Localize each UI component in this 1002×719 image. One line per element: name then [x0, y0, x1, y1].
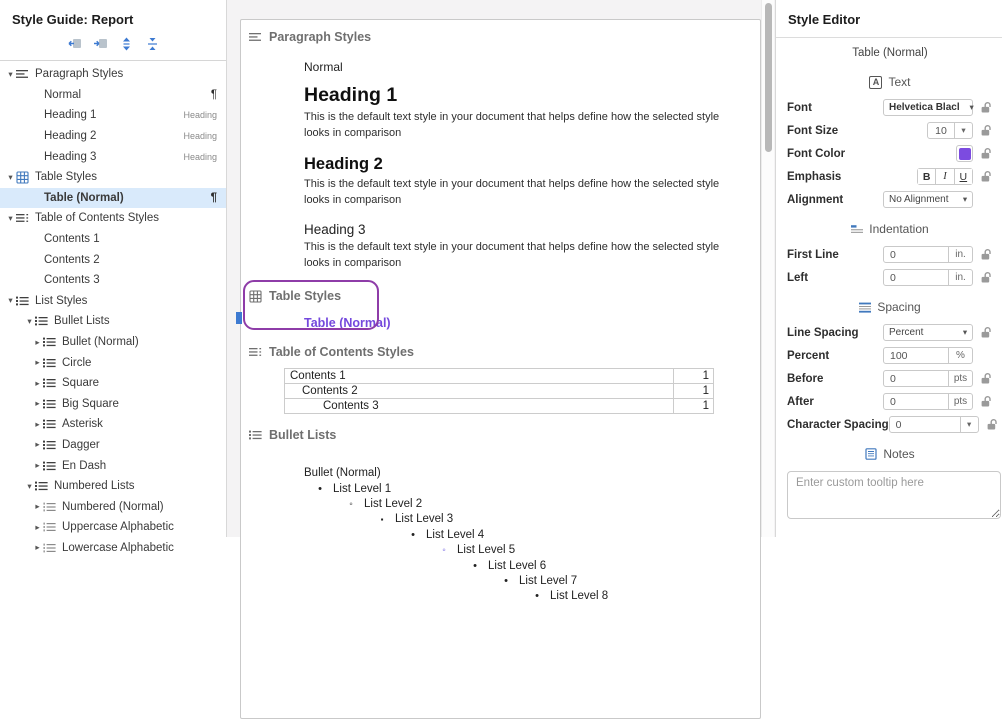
tree-item[interactable]: Contents 1 — [44, 233, 100, 246]
alignment-row — [787, 191, 993, 208]
first-line-unit: in. — [948, 247, 972, 262]
line-spacing-dropdown[interactable] — [883, 324, 973, 341]
expand-vertical-icon — [121, 37, 132, 51]
heading2-description: This is the default text style in your document that helps define how the selected style looks in comparison — [304, 178, 720, 206]
tree-item[interactable]: ▸ Uppercase Alphabetic — [0, 517, 226, 538]
list-level-row — [241, 481, 760, 496]
chevron-down-icon: ▾ — [962, 194, 968, 204]
indent-decrease-icon — [67, 37, 82, 50]
style-editor-body — [776, 47, 1002, 519]
tree-item[interactable]: Table (Normal) ¶ — [0, 188, 226, 209]
before-label: Before — [787, 372, 824, 385]
toc-page-number: 1 — [674, 399, 714, 414]
style-preview-card — [240, 19, 761, 719]
collapse-vertical-button[interactable] — [144, 36, 161, 51]
preview-paragraph-styles-header — [249, 30, 760, 44]
after-row — [787, 393, 993, 410]
line-spacing-row — [787, 324, 993, 341]
paragraph-lines-icon — [249, 31, 262, 43]
numlist-icon — [43, 542, 58, 554]
list-icon — [43, 377, 58, 389]
tree-item[interactable]: ▾ Paragraph Styles — [0, 64, 226, 85]
heading1-description: This is the default text style in your document that helps define how the selected style looks in comparison — [304, 111, 720, 139]
preview-toc-styles-label: Table of Contents Styles — [269, 345, 414, 359]
indentation-icon — [851, 224, 863, 235]
list-icon — [35, 315, 50, 327]
text-section-icon: A — [869, 76, 882, 89]
edited-style-name: Table (Normal) — [852, 47, 928, 59]
list-level-row — [241, 512, 760, 527]
emphasis-label: Emphasis — [787, 170, 842, 183]
list-level-row — [241, 558, 760, 573]
list-level-label: List Level 6 — [488, 559, 547, 572]
font-size-select[interactable] — [927, 122, 973, 139]
tree-item[interactable]: ▸ Numbered (Normal) — [0, 496, 226, 517]
style-editor-panel — [775, 0, 1002, 537]
left-indent-label: Left — [787, 271, 809, 284]
left-indent-input[interactable] — [883, 269, 973, 286]
list-level-row — [241, 573, 760, 588]
toc-row — [285, 369, 714, 384]
character-spacing-select[interactable] — [889, 416, 979, 433]
heading3-style-sample: Heading 3 — [304, 222, 366, 237]
alignment-dropdown[interactable] — [883, 191, 973, 208]
tree-item[interactable]: Normal ¶ — [44, 88, 217, 101]
caret-icon[interactable]: ▸ — [35, 418, 40, 429]
caret-icon[interactable]: ▸ — [35, 336, 40, 347]
caret-icon[interactable]: ▸ — [35, 542, 40, 553]
before-input[interactable] — [883, 370, 973, 387]
first-line-label: First Line — [787, 248, 839, 261]
before-unit: pts — [948, 371, 972, 386]
list-icon — [35, 480, 50, 492]
caret-icon[interactable]: ▾ — [8, 295, 13, 306]
lock-icon[interactable] — [980, 248, 993, 261]
font-row — [787, 99, 993, 116]
tree-item[interactable]: Contents 3 — [44, 274, 100, 287]
toc-entry-label: Contents 3 — [285, 399, 674, 414]
preview-table-styles-label: Table Styles — [269, 289, 342, 303]
percent-label: Percent — [787, 349, 830, 362]
list-level-label: List Level 4 — [426, 528, 485, 541]
underline-button[interactable]: U — [955, 169, 972, 184]
toc-rows — [285, 369, 714, 414]
caret-icon[interactable]: ▾ — [8, 171, 13, 182]
document-preview-pane — [227, 0, 775, 603]
character-spacing-label: Character Spacing — [787, 418, 889, 431]
tree-item[interactable]: Contents 2 — [44, 253, 100, 266]
font-color-label: Font Color — [787, 147, 846, 160]
list-icon — [16, 295, 31, 307]
caret-icon[interactable]: ▸ — [35, 398, 40, 409]
caret-icon[interactable]: ▸ — [35, 439, 40, 450]
tree-item[interactable]: Heading 2 Heading — [44, 130, 217, 143]
emphasis-row — [787, 168, 993, 185]
after-label: After — [787, 395, 814, 408]
character-spacing-value: 0 — [895, 418, 902, 431]
font-value: Helvetica Blacl — [889, 102, 960, 113]
line-spacing-label: Line Spacing — [787, 326, 859, 339]
caret-icon[interactable]: ▾ — [27, 480, 32, 491]
scrollbar-track[interactable] — [761, 0, 774, 537]
bullet-marker-icon: • — [504, 575, 508, 588]
sidebar-toolbar — [0, 27, 226, 51]
toc-icon — [16, 212, 31, 224]
percent-input[interactable] — [883, 347, 973, 364]
toc-row — [285, 399, 714, 414]
style-guide-title: Style Guide: Report — [12, 12, 134, 27]
before-value: 0 — [890, 372, 896, 385]
list-level-row — [241, 589, 760, 604]
tree-item[interactable]: ▸ Lowercase Alphabetic — [0, 538, 226, 559]
font-dropdown[interactable] — [883, 99, 973, 116]
lock-icon[interactable] — [980, 372, 993, 385]
toc-page-number: 1 — [674, 369, 714, 384]
font-size-label: Font Size — [787, 124, 839, 137]
list-level-row — [241, 543, 760, 558]
tree-item[interactable]: ▸ Bullet (Normal) — [0, 332, 226, 353]
heading1-style-sample: Heading 1 — [304, 84, 398, 106]
bullet-marker-icon: • — [318, 482, 322, 495]
emphasis-button-group — [917, 168, 973, 185]
alignment-label: Alignment — [787, 193, 844, 206]
alignment-value: No Alignment — [889, 194, 949, 205]
font-size-value: 10 — [935, 124, 947, 137]
numlist-icon — [43, 521, 58, 533]
lock-icon[interactable] — [980, 271, 993, 284]
font-size-row — [787, 122, 993, 139]
toc-lines-icon — [249, 346, 262, 358]
indent-increase-icon — [93, 37, 108, 50]
list-icon — [43, 357, 58, 369]
caret-icon[interactable]: ▸ — [35, 460, 40, 471]
preview-table-styles-header — [249, 289, 760, 303]
toc-entry-label: Contents 1 — [285, 369, 674, 384]
list-icon — [43, 418, 58, 430]
percent-unit: % — [948, 348, 972, 363]
tree-item[interactable]: ▾ Numbered Lists — [0, 476, 226, 497]
lock-icon[interactable] — [986, 418, 999, 431]
list-icon — [43, 460, 58, 472]
bullet-marker-icon: • — [411, 528, 415, 541]
tree-item[interactable]: Heading 3 Heading — [44, 150, 217, 163]
lock-icon[interactable] — [980, 124, 993, 137]
list-level-label: List Level 5 — [457, 544, 516, 557]
list-level-row — [241, 496, 760, 511]
italic-button[interactable]: I — [936, 169, 954, 184]
tree-item[interactable]: ▸ Circle — [0, 352, 226, 373]
expand-vertical-button[interactable] — [118, 36, 135, 51]
lock-icon[interactable] — [980, 326, 993, 339]
percent-row — [787, 347, 993, 364]
chevron-down-icon: ▾ — [962, 327, 968, 337]
list-level-label: List Level 1 — [333, 482, 392, 495]
toc-page-number: 1 — [674, 384, 714, 399]
caret-icon[interactable]: ▾ — [8, 212, 13, 223]
style-tree — [0, 61, 226, 558]
line-spacing-value: Percent — [889, 327, 924, 338]
left-indent-row — [787, 269, 993, 286]
lock-icon[interactable] — [980, 147, 993, 160]
list-icon — [43, 398, 58, 410]
lock-icon[interactable] — [980, 101, 993, 114]
list-icon — [43, 336, 58, 348]
notes-section-header: Notes — [787, 447, 993, 461]
indentation-section-header: Indentation — [787, 222, 993, 236]
font-color-row — [787, 145, 993, 162]
bullet-marker-icon: ◦ — [349, 498, 353, 510]
scrollbar-thumb[interactable] — [765, 3, 772, 152]
preview-toc-styles-header — [249, 345, 760, 359]
tree-item[interactable]: ▾ Table of Contents Styles — [0, 208, 226, 229]
font-color-swatch — [959, 148, 971, 160]
bullet-marker-icon: ▪ — [380, 514, 384, 524]
bullet-marker-icon: • — [535, 590, 539, 603]
percent-value: 100 — [890, 349, 908, 362]
tree-item[interactable]: Heading 1 Heading — [44, 109, 217, 122]
chevron-down-icon: ▾ — [969, 102, 974, 112]
bold-button[interactable]: B — [918, 169, 936, 184]
lock-icon[interactable] — [980, 395, 993, 408]
collapse-vertical-icon — [147, 37, 158, 51]
spacing-icon — [859, 302, 871, 313]
indent-increase-button[interactable] — [92, 36, 109, 51]
caret-icon[interactable]: ▸ — [35, 357, 40, 368]
caret-icon[interactable]: ▸ — [35, 521, 40, 532]
bullet-normal-style-sample: Bullet (Normal) — [304, 467, 381, 479]
chevron-down-icon: ▾ — [954, 123, 972, 138]
table-icon — [16, 171, 31, 184]
selection-marker — [236, 312, 242, 324]
bullet-marker-icon: • — [473, 559, 477, 572]
text-section-header: A Text — [787, 75, 993, 89]
normal-style-sample: Normal — [304, 60, 343, 74]
chevron-down-icon: ▾ — [960, 417, 978, 432]
tree-item[interactable]: ▸ En Dash — [0, 455, 226, 476]
tree-item[interactable]: ▸ Dagger — [0, 435, 226, 456]
spacing-section-header: Spacing — [787, 300, 993, 314]
table-grid-icon — [249, 290, 262, 303]
after-unit: pts — [948, 394, 972, 409]
lock-icon[interactable] — [980, 170, 993, 183]
tree-item[interactable]: ▸ Square — [0, 373, 226, 394]
notes-textarea[interactable] — [787, 471, 1001, 519]
toc-entry-label: Contents 2 — [285, 384, 674, 399]
before-row — [787, 370, 993, 387]
list-level-label: List Level 7 — [519, 575, 578, 588]
style-editor-title: Style Editor — [776, 0, 1002, 38]
caret-icon[interactable]: ▸ — [35, 377, 40, 388]
toc-row — [285, 384, 714, 399]
first-line-value: 0 — [890, 248, 896, 261]
preview-bullet-lists-header — [249, 428, 760, 442]
tree-item[interactable]: ▸ Big Square — [0, 394, 226, 415]
bullet-list-icon — [249, 429, 262, 441]
list-level-label: List Level 2 — [364, 498, 423, 511]
table-styles-section — [241, 289, 760, 330]
style-guide-sidebar — [0, 0, 227, 554]
bullet-marker-icon: ◦ — [442, 544, 446, 556]
paragraph-icon — [16, 68, 31, 80]
caret-icon[interactable]: ▾ — [27, 315, 32, 326]
left-indent-value: 0 — [890, 271, 896, 284]
list-level-label: List Level 3 — [395, 513, 454, 526]
after-input[interactable] — [883, 393, 973, 410]
first-line-input[interactable] — [883, 246, 973, 263]
list-level-label: List Level 8 — [550, 590, 609, 603]
heading3-description: This is the default text style in your document that helps define how the selected style looks in comparison — [304, 241, 720, 269]
heading2-style-sample: Heading 2 — [304, 155, 383, 173]
numlist-icon — [43, 501, 58, 513]
toc-preview-table — [284, 368, 714, 414]
font-color-picker[interactable] — [956, 145, 973, 162]
first-line-row — [787, 246, 993, 263]
tree-item[interactable]: ▾ Table Styles — [0, 167, 226, 188]
list-level-row — [241, 527, 760, 542]
tree-item[interactable]: ▸ Asterisk — [0, 414, 226, 435]
notes-icon — [865, 448, 877, 460]
after-value: 0 — [890, 395, 896, 408]
table-normal-style-sample[interactable]: Table (Normal) — [304, 316, 391, 330]
tree-item[interactable]: ▾ List Styles — [0, 291, 226, 312]
tree-item[interactable]: ▾ Bullet Lists — [0, 311, 226, 332]
left-indent-unit: in. — [948, 270, 972, 285]
caret-icon[interactable]: ▸ — [35, 501, 40, 512]
character-spacing-row — [787, 416, 993, 433]
preview-bullet-lists-label: Bullet Lists — [269, 428, 337, 442]
font-label: Font — [787, 101, 812, 114]
preview-paragraph-styles-label: Paragraph Styles — [269, 30, 372, 44]
indent-decrease-button[interactable] — [66, 36, 83, 51]
bullet-list-preview — [241, 481, 760, 604]
caret-icon[interactable]: ▾ — [8, 68, 13, 79]
list-icon — [43, 439, 58, 451]
